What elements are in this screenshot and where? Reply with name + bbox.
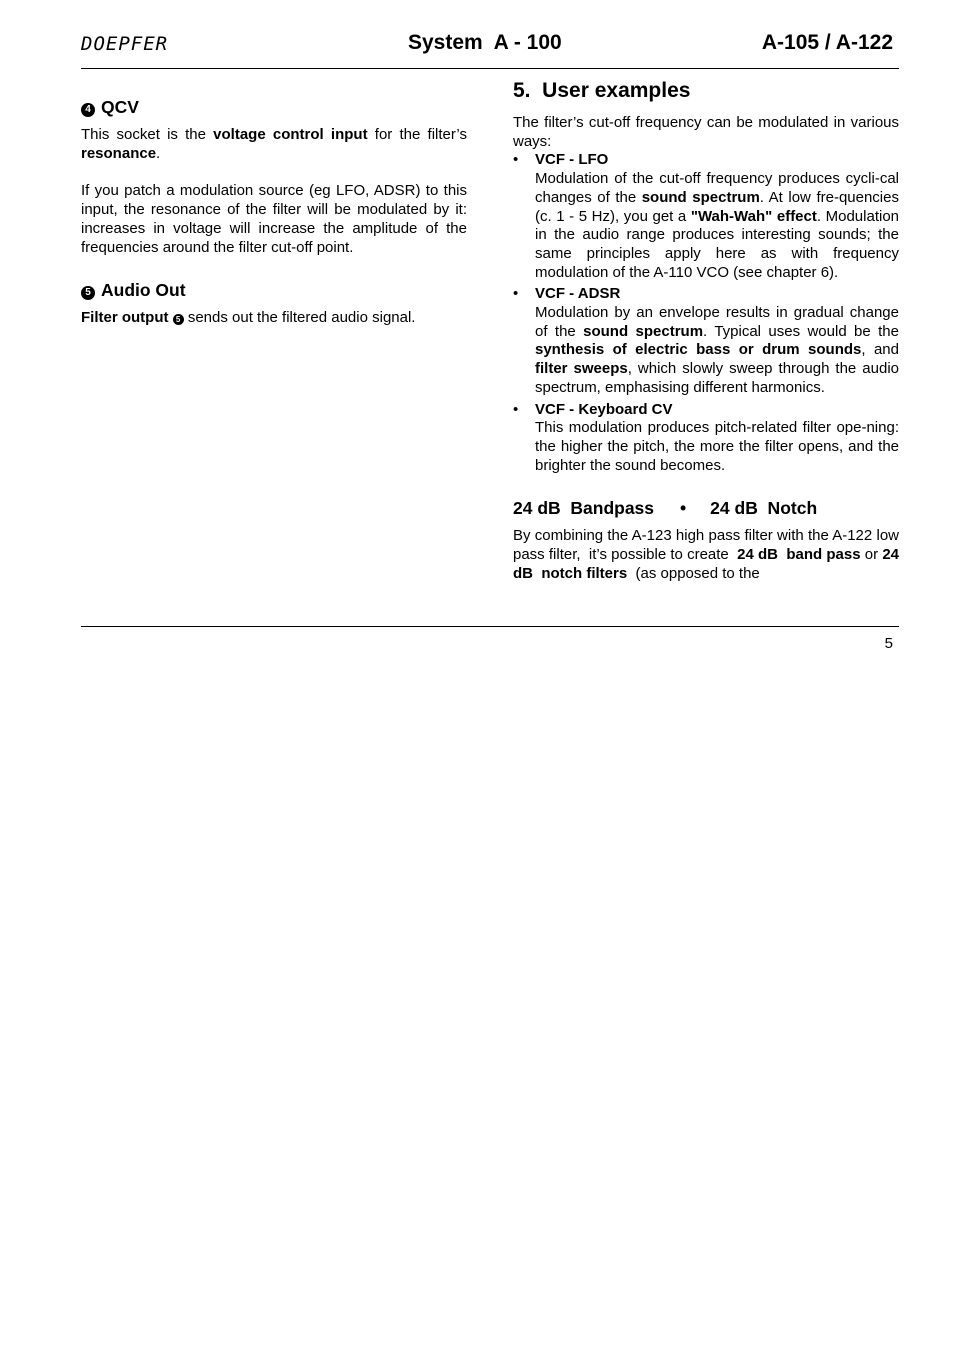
- bullet-icon: •: [513, 285, 519, 303]
- number-4-icon: 4: [81, 103, 95, 117]
- header-rule: [81, 68, 899, 69]
- audio-out-paragraph: Filter output 5 sends out the filtered audio signal.: [81, 309, 416, 327]
- list-item-title: VCF - ADSR: [535, 285, 621, 303]
- header-model: A-105 / A-122: [761, 31, 893, 54]
- bullet-icon: •: [513, 151, 519, 169]
- list-item: [513, 401, 899, 476]
- list-item: [513, 151, 899, 282]
- examples-list: [513, 151, 899, 475]
- section-heading-user-examples: 5. User examples: [513, 79, 691, 102]
- list-item-title: VCF - LFO: [535, 151, 609, 169]
- page-number: 5: [884, 635, 893, 652]
- list-item: [513, 285, 899, 397]
- list-item-title: VCF - Keyboard CV: [535, 400, 673, 418]
- number-5-inline-icon: 5: [173, 314, 184, 325]
- audio-out-heading: 5 Audio Out: [81, 279, 467, 301]
- qcv-paragraph-2: If you patch a modulation source (eg LFO, ADSR) to this input, the resonance of the filter will be modulated by it: increases in voltage will increase the amplitude of the frequencies around the filter cut-off point.: [81, 182, 467, 256]
- bandpass-notch-paragraph: By combining the A-123 high pass filter with the A-122 low pass filter, it’s possible to create 24 dB band pass or 24 dB notch filters (as opposed to the: [513, 527, 904, 582]
- bullet-icon: •: [513, 400, 519, 418]
- footer-rule: [81, 626, 899, 627]
- doepfer-logo: DOEPFER: [81, 33, 169, 55]
- header-system-title: System A - 100: [408, 31, 562, 54]
- number-5-icon: 5: [81, 286, 95, 300]
- left-column: [81, 96, 467, 328]
- subheading-bandpass-notch: 24 dB Bandpass • 24 dB Notch: [513, 498, 818, 519]
- qcv-heading: 4 QCV: [81, 96, 467, 118]
- right-column: [513, 78, 904, 624]
- intro-paragraph: The filter’s cut-off frequency can be modulated in various ways:: [513, 114, 899, 150]
- qcv-paragraph-1: This socket is the voltage control input for the filter’s resonance.: [81, 126, 467, 162]
- list-item-text: Modulation of the cut-off frequency produces cycli-cal changes of the sound spectrum. At low fre-quencies (c. 1 - 5 Hz), you get a "Wah-Wah" effect. Modulation in the audio range produces interesting sounds; the same principles apply here as with frequency modulation of the A-110 VCO (see chapter 6).: [535, 170, 900, 281]
- list-item-text: This modulation produces pitch-related filter ope-ning: the higher the pitch, the more the filter opens, and the brighter the sound becomes.: [535, 419, 899, 474]
- list-item-text: Modulation by an envelope results in gradual change of the sound spectrum. Typical uses would be the synthesis of electric bass or drum sounds, and filter sweeps, which slowly sweep through the audio spectrum, emphasising different harmonics.: [535, 304, 899, 396]
